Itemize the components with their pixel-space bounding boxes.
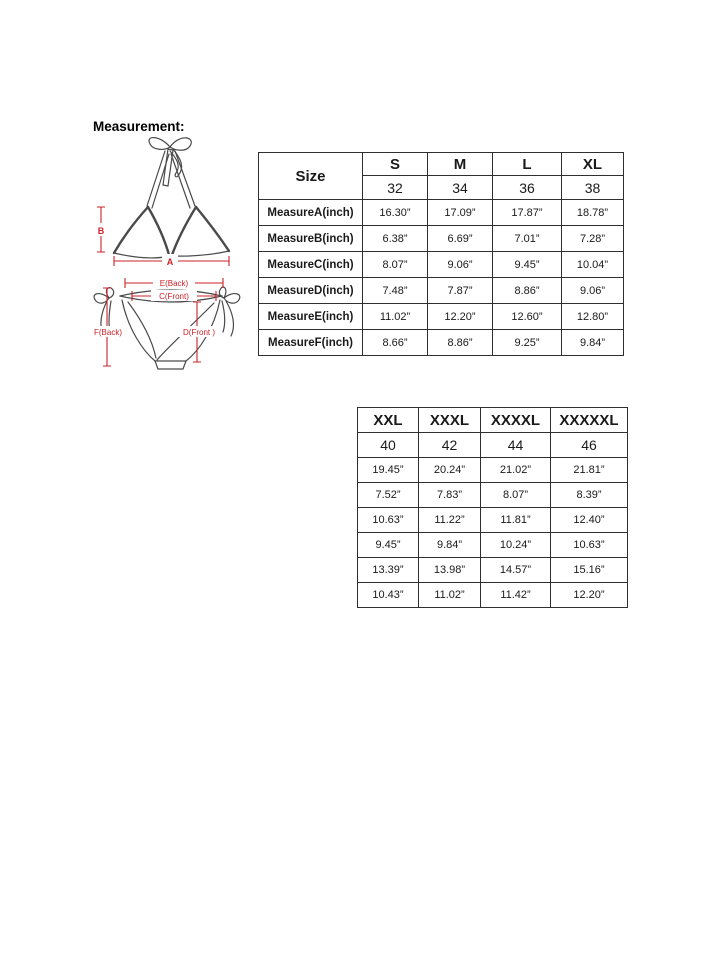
page-title: Measurement:: [93, 119, 185, 134]
measure-value: 18.78”: [562, 200, 624, 226]
size-number: 32: [363, 176, 428, 200]
measure-value: 11.42”: [481, 583, 551, 608]
measure-label-a: A: [166, 257, 174, 267]
measure-value: 11.02”: [419, 583, 481, 608]
measure-value: 9.25”: [493, 330, 562, 356]
measure-value: 10.63”: [358, 508, 419, 533]
measure-value: 7.28”: [562, 226, 624, 252]
measure-value: 11.22”: [419, 508, 481, 533]
size-header-xxxl: XXXL: [419, 408, 481, 433]
table-row: [259, 304, 624, 330]
measure-value: 12.80”: [562, 304, 624, 330]
measure-value: 10.43”: [358, 583, 419, 608]
table-row: [358, 458, 628, 483]
measure-value: 7.52”: [358, 483, 419, 508]
measure-value: 7.87”: [428, 278, 493, 304]
measure-label-c: C(Front): [159, 292, 189, 301]
measure-value: 13.39”: [358, 558, 419, 583]
size-number: 46: [551, 433, 628, 458]
measure-line-e: [125, 277, 223, 288]
measure-value: 10.04”: [562, 252, 624, 278]
size-header-l: L: [493, 153, 562, 176]
bikini-measurement-diagram: [88, 133, 250, 373]
size-number: 36: [493, 176, 562, 200]
measure-value: 21.81”: [551, 458, 628, 483]
size-table-xxl-to-xxxxxl: [357, 407, 628, 608]
size-number: 42: [419, 433, 481, 458]
measure-row-label: MeasureA(inch): [259, 200, 363, 226]
measure-value: 9.84”: [419, 533, 481, 558]
measure-value: 14.57”: [481, 558, 551, 583]
measure-value: 6.69”: [428, 226, 493, 252]
table-row: [358, 533, 628, 558]
measure-value: 11.81”: [481, 508, 551, 533]
measure-value: 15.16”: [551, 558, 628, 583]
measure-line-b: [95, 207, 107, 252]
measure-value: 6.38”: [363, 226, 428, 252]
measure-value: 7.48”: [363, 278, 428, 304]
measure-value: 11.02”: [363, 304, 428, 330]
measure-value: 12.20”: [428, 304, 493, 330]
bikini-top-illustration: [114, 138, 229, 258]
table-row: [259, 278, 624, 304]
size-header-xl: XL: [562, 153, 624, 176]
measure-value: 7.83”: [419, 483, 481, 508]
measure-value: 20.24”: [419, 458, 481, 483]
measure-row-label: MeasureD(inch): [259, 278, 363, 304]
size-table-s-to-xl: [258, 152, 624, 356]
size-corner-header: Size: [259, 153, 363, 200]
size-number: 34: [428, 176, 493, 200]
measure-value: 10.63”: [551, 533, 628, 558]
measure-row-label: MeasureF(inch): [259, 330, 363, 356]
measure-value: 9.06”: [562, 278, 624, 304]
measure-value: 8.86”: [428, 330, 493, 356]
measure-label-b: B: [97, 226, 105, 236]
table-row: [259, 200, 624, 226]
measure-value: 17.09”: [428, 200, 493, 226]
size-header-xxl: XXL: [358, 408, 419, 433]
measure-value: 9.06”: [428, 252, 493, 278]
measure-value: 19.45”: [358, 458, 419, 483]
measure-value: 9.45”: [493, 252, 562, 278]
size-header-xxxxxl: XXXXXL: [551, 408, 628, 433]
size-header-s: S: [363, 153, 428, 176]
measure-value: 7.01”: [493, 226, 562, 252]
table-row: [358, 483, 628, 508]
measure-value: 8.86”: [493, 278, 562, 304]
measure-row-label: MeasureC(inch): [259, 252, 363, 278]
measure-value: 8.07”: [481, 483, 551, 508]
table-row: [259, 252, 624, 278]
table-row: [259, 330, 624, 356]
measure-row-label: MeasureB(inch): [259, 226, 363, 252]
measure-value: 8.07”: [363, 252, 428, 278]
size-header-m: M: [428, 153, 493, 176]
table-row: [358, 508, 628, 533]
table-row: [358, 583, 628, 608]
measure-value: 16.30”: [363, 200, 428, 226]
size-number: 38: [562, 176, 624, 200]
measure-value: 8.39”: [551, 483, 628, 508]
size-number: 44: [481, 433, 551, 458]
measure-value: 9.84”: [562, 330, 624, 356]
measure-value: 21.02”: [481, 458, 551, 483]
measure-value: 9.45”: [358, 533, 419, 558]
measure-line-d: [176, 302, 221, 362]
measure-value: 8.66”: [363, 330, 428, 356]
measure-label-e: E(Back): [159, 279, 189, 288]
size-number: 40: [358, 433, 419, 458]
measure-value: 17.87”: [493, 200, 562, 226]
table-row: [259, 226, 624, 252]
measure-value: 12.60”: [493, 304, 562, 330]
measure-row-label: MeasureE(inch): [259, 304, 363, 330]
measure-value: 12.20”: [551, 583, 628, 608]
measure-value: 10.24”: [481, 533, 551, 558]
measure-label-f: F(Back): [94, 328, 122, 337]
table-row: [358, 558, 628, 583]
measure-value: 12.40”: [551, 508, 628, 533]
measure-value: 13.98”: [419, 558, 481, 583]
measure-label-d: D(Front ): [183, 328, 215, 337]
size-header-xxxxl: XXXXL: [481, 408, 551, 433]
